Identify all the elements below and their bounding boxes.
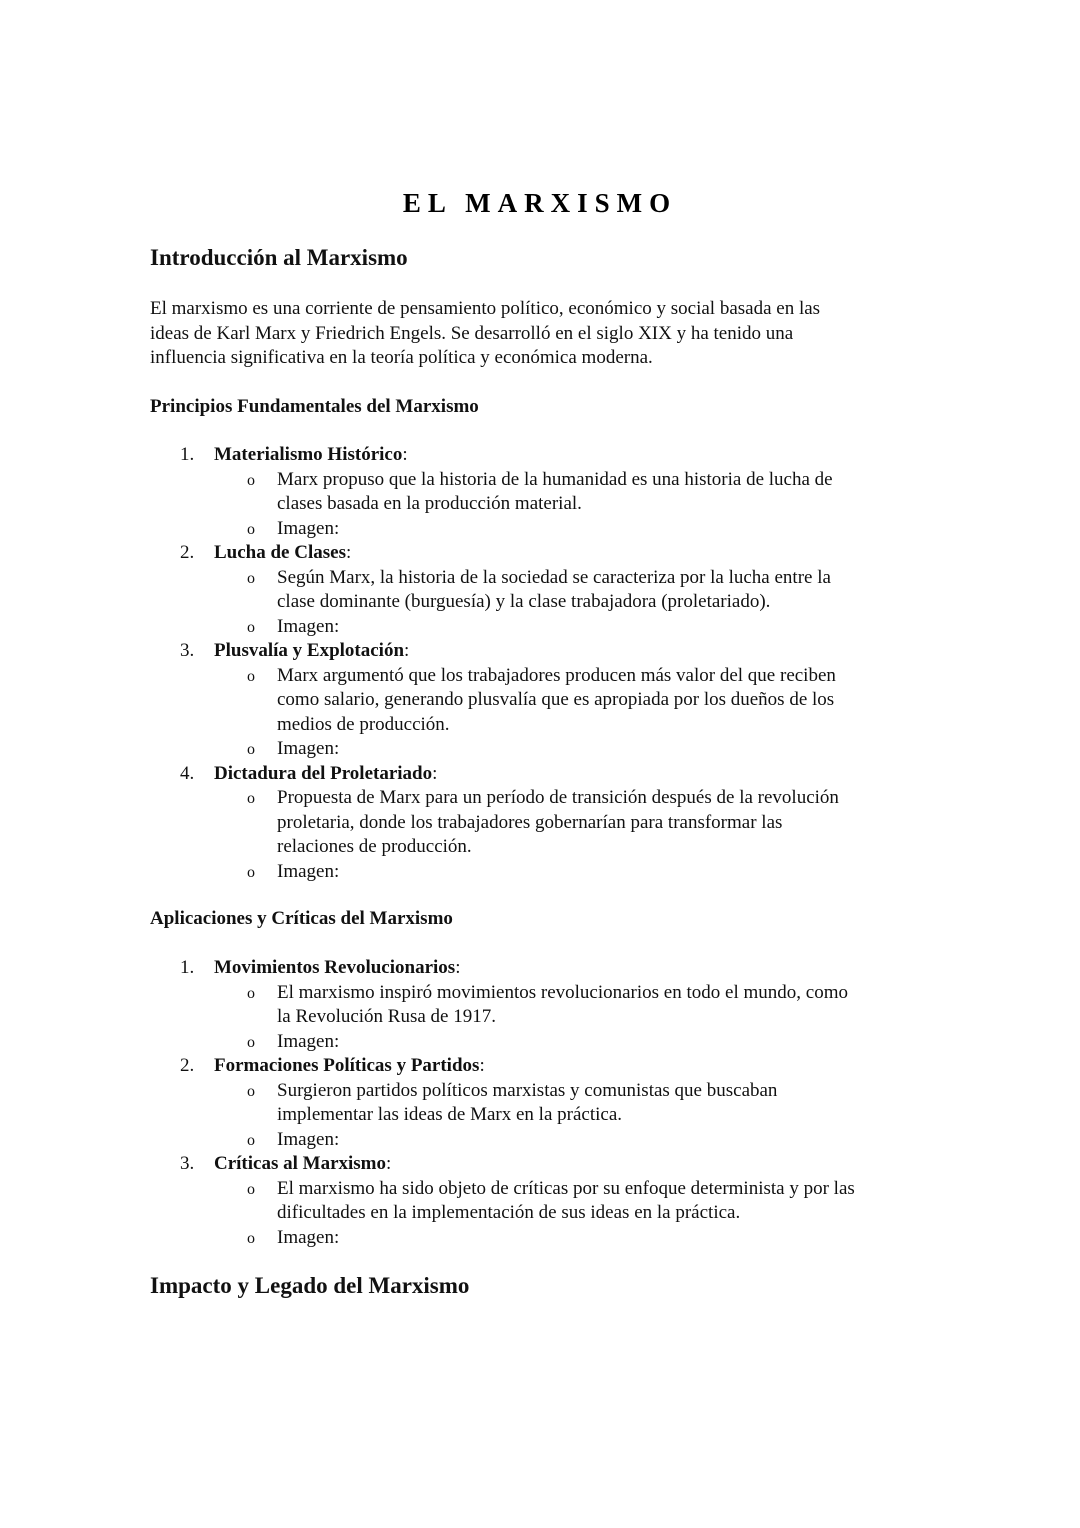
applications-list <box>150 956 950 1250</box>
item-number: 3. <box>180 640 195 661</box>
list-item <box>150 541 950 566</box>
item-colon: : <box>479 1055 485 1076</box>
principles-list <box>150 443 950 884</box>
hollow-bullet-icon: o <box>247 984 255 1002</box>
sub-item-description <box>150 1079 950 1128</box>
description-line: Marx propuso que la historia de la humanidad es una historia de lucha de <box>277 468 833 490</box>
item-label: Dictadura del Proletariado <box>214 762 433 784</box>
sub-item-image <box>150 517 950 542</box>
item-label: Materialismo Histórico <box>214 444 403 465</box>
image-label: Imagen: <box>277 615 340 637</box>
list-item <box>150 956 950 981</box>
sub-item-description <box>150 981 950 1030</box>
sub-item-description <box>150 1177 950 1226</box>
hollow-bullet-icon: o <box>247 863 255 881</box>
description-line: Propuesta de Marx para un período de transición después de la revolución <box>277 787 839 808</box>
hollow-bullet-icon: o <box>247 1131 255 1149</box>
intro-heading: Introducción al Marxismo <box>150 245 408 270</box>
hollow-bullet-icon: o <box>247 569 255 587</box>
description-line: relaciones de producción. <box>277 836 472 857</box>
list-item <box>150 762 950 787</box>
item-colon: : <box>432 762 438 784</box>
item-number: 1. <box>180 957 195 978</box>
hollow-bullet-icon: o <box>247 1180 255 1198</box>
list-item <box>150 1152 950 1177</box>
description-line: Surgieron partidos políticos marxistas y comunistas que buscaban <box>277 1079 778 1101</box>
hollow-bullet-icon: o <box>247 741 255 758</box>
description-line: medios de producción. <box>277 713 450 735</box>
description-line: la Revolución Rusa de 1917. <box>277 1006 496 1027</box>
image-label: Imagen: <box>277 1030 340 1052</box>
image-label: Imagen: <box>277 1128 340 1150</box>
document-title: EL MARXISMO <box>402 188 678 218</box>
sub-item-description <box>150 566 950 615</box>
description-line: proletaria, donde los trabajadores gobernarían para transformar las <box>277 811 783 833</box>
hollow-bullet-icon: o <box>247 520 255 538</box>
hollow-bullet-icon: o <box>247 1033 255 1051</box>
item-colon: : <box>386 1153 392 1174</box>
sub-item-description <box>150 786 950 860</box>
image-label: Imagen: <box>277 738 340 759</box>
hollow-bullet-icon: o <box>247 618 255 636</box>
legacy-heading: Impacto y Legado del Marxismo <box>150 1273 470 1298</box>
description-line: implementar las ideas de Marx en la práctica. <box>277 1104 623 1125</box>
item-colon: : <box>402 444 408 465</box>
description-line: El marxismo ha sido objeto de críticas por su enfoque determinista y por las <box>277 1177 855 1199</box>
intro-line: ideas de Karl Marx y Friedrich Engels. Se desarrolló en el siglo XIX y ha tenido una <box>150 322 794 344</box>
item-colon: : <box>345 542 352 563</box>
hollow-bullet-icon: o <box>247 471 255 489</box>
item-label: Lucha de Clases <box>214 542 346 563</box>
sub-item-image <box>150 1226 950 1251</box>
sub-item-image <box>150 1030 950 1055</box>
description-line: Según Marx, la historia de la sociedad se caracteriza por la lucha entre la <box>277 566 831 588</box>
description-line: Marx argumentó que los trabajadores producen más valor del que reciben <box>277 664 836 686</box>
description-line: El marxismo inspiró movimientos revolucionarios en todo el mundo, como <box>277 981 848 1003</box>
item-label: Movimientos Revolucionarios <box>214 957 456 978</box>
applications-heading: Aplicaciones y Críticas del Marxismo <box>150 908 453 929</box>
image-label: Imagen: <box>277 1226 340 1248</box>
sub-item-image <box>150 737 950 762</box>
item-colon: : <box>404 640 410 661</box>
item-colon: : <box>455 957 461 978</box>
description-line: clases basada en la producción material. <box>277 493 582 514</box>
hollow-bullet-icon: o <box>247 667 255 685</box>
sub-item-description <box>150 468 950 517</box>
list-item <box>150 1054 950 1079</box>
list-item <box>150 639 950 664</box>
list-item <box>150 443 950 468</box>
item-label: Plusvalía y Explotación <box>214 640 405 661</box>
sub-item-image <box>150 1128 950 1153</box>
item-label: Formaciones Políticas y Partidos <box>214 1055 480 1076</box>
description-line: dificultades en la implementación de sus ideas en la práctica. <box>277 1202 741 1223</box>
item-number: 4. <box>180 762 195 784</box>
description-line: como salario, generando plusvalía que es apropiada por los dueños de los <box>277 689 835 710</box>
item-number: 2. <box>180 542 195 563</box>
image-label: Imagen: <box>277 517 340 539</box>
intro-line: El marxismo es una corriente de pensamiento político, económico y social basada en las <box>150 298 821 319</box>
intro-paragraph <box>150 297 930 371</box>
item-number: 3. <box>180 1153 195 1174</box>
sub-item-image <box>150 615 950 640</box>
image-label: Imagen: <box>277 860 340 882</box>
item-number: 1. <box>180 444 195 465</box>
principles-heading: Principios Fundamentales del Marxismo <box>150 396 479 417</box>
hollow-bullet-icon: o <box>247 1229 255 1247</box>
description-line: clase dominante (burguesía) y la clase trabajadora (proletariado). <box>277 591 771 612</box>
intro-line: influencia significativa en la teoría política y económica moderna. <box>150 347 653 368</box>
sub-item-description <box>150 664 950 738</box>
hollow-bullet-icon: o <box>247 790 255 807</box>
hollow-bullet-icon: o <box>247 1082 255 1100</box>
item-number: 2. <box>180 1055 195 1076</box>
sub-item-image <box>150 860 950 885</box>
item-label: Críticas al Marxismo <box>214 1153 387 1174</box>
